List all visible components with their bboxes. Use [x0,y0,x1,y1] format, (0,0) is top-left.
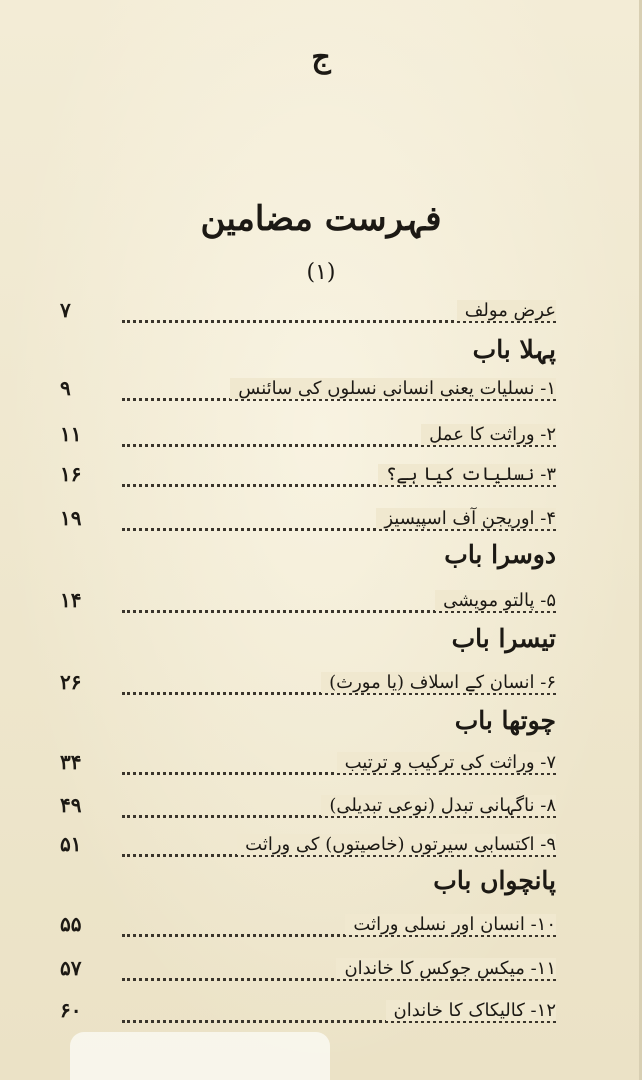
toc-row [60,590,556,624]
chapter-heading: تیسرا باب [451,624,556,653]
page-number: ۲۶ [60,670,82,694]
toc-label: ۲- وراثت کا عمل [421,424,556,445]
toc-row [60,958,556,992]
page-number: ۵۷ [60,956,82,980]
chapter-heading: پہلا باب [472,335,556,364]
toc-label: ۱- نسلیات یعنی انسانی نسلوں کی سائنس [230,378,556,399]
toc-row [60,378,556,412]
page-number: ۱۹ [60,506,82,530]
toc-label: ۷- وراثت کی ترکیب و ترتیب [337,752,556,773]
toc-row [60,672,556,706]
toc-row [60,795,556,829]
page-number: ۱۴ [60,588,82,612]
page-mark: ج [311,40,331,75]
toc-label: ۳- نسلیات کیا ہے؟ [378,464,556,485]
toc-label: ۵- پالتو مویشی [435,590,556,611]
toc-label: ۱۱- میکس جوکس کا خاندان [336,958,556,979]
toc-label: ۱۲- کالیکاک کا خاندان [386,1000,556,1021]
chapter-heading: پانچواں باب [433,866,556,895]
page-number: ۷ [60,298,71,322]
page-number: ۵۱ [60,832,82,856]
toc-row [60,424,556,458]
page-title: فہرست مضامین [200,199,442,239]
page-number: ۱۶ [60,462,82,486]
paper-smudge [70,1032,330,1080]
toc-row [60,464,556,498]
page-number: ۹ [60,376,71,400]
toc-row [60,508,556,542]
page-number: ۱۱ [60,422,82,446]
toc-row-preface [60,300,556,334]
chapter-heading: چوتھا باب [454,706,556,735]
toc-label: ۹- اکتسابی سیرتوں (خاصیتوں) کی وراثت [237,834,556,855]
toc-label: ۴- اوریجن آف اسپیسیز [376,508,556,529]
toc-row [60,1000,556,1034]
toc-row [60,752,556,786]
page-number: ۳۴ [60,750,82,774]
chapter-heading: دوسرا باب [444,540,556,569]
part-number: (۱) [306,260,336,285]
toc-label: ۱۰- انسان اور نسلی وراثت [345,914,556,935]
toc-row [60,914,556,948]
toc-label: عرض مولف [457,300,556,321]
page-number: ۵۵ [60,912,82,936]
toc-label: ۶- انسان کے اسلاف (یا مورث) [321,672,556,693]
toc-row [60,834,556,868]
page-number: ۴۹ [60,793,82,817]
toc-label: ۸- ناگہانی تبدل (نوعی تبدیلی) [321,795,556,816]
page-number: ۶۰ [60,998,82,1022]
